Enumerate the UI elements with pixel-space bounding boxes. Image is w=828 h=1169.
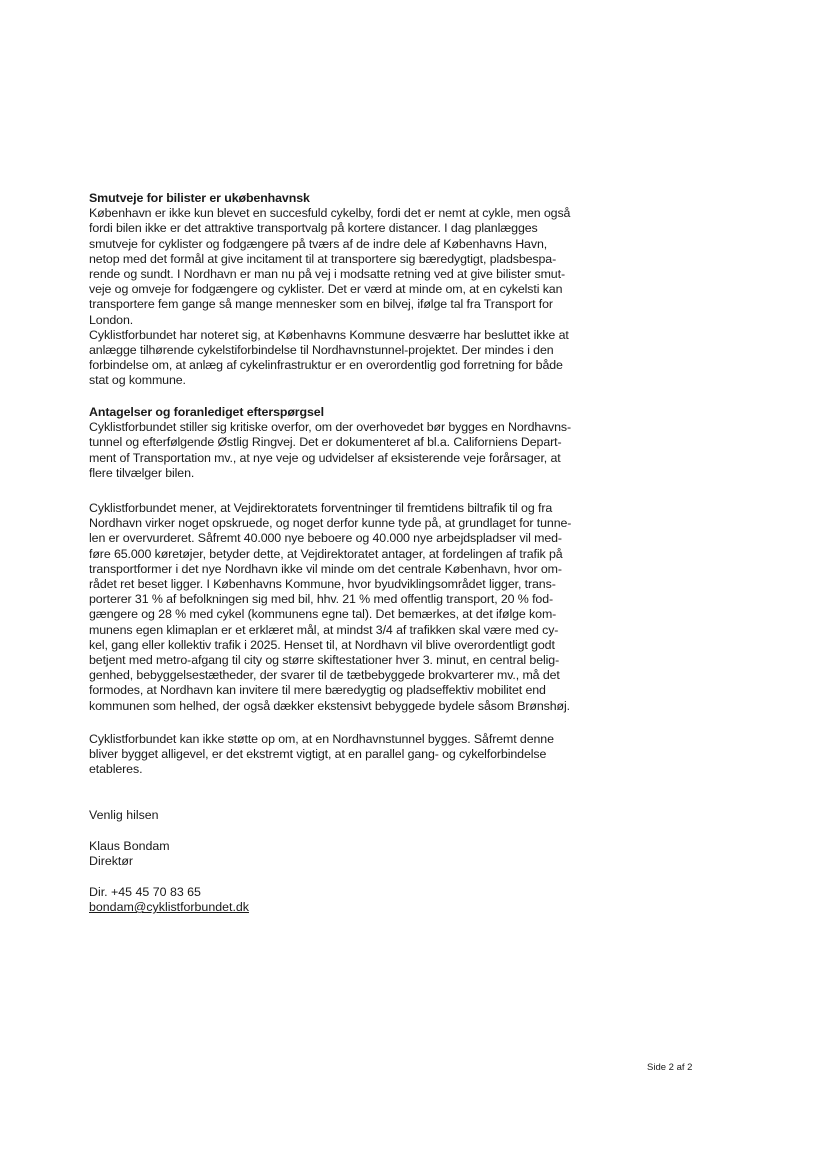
contact-block bbox=[89, 885, 249, 915]
text-line: etableres. bbox=[89, 762, 143, 777]
text-line: transportformer i det nye Nordhavn ikke vil minde om det centrale København, hvor om- bbox=[89, 561, 562, 576]
text-line: anlægge tilhørende cykelstiforbindelse til Nordhavnstunnel-projektet. Der mindes i den bbox=[89, 343, 554, 358]
text-line: Cyklistforbundet har noteret sig, at Københavns Kommune desværre har besluttet ikke at bbox=[89, 327, 569, 342]
text-line: London. bbox=[89, 312, 134, 327]
text-line: Cyklistforbundet mener, at Vejdirektoratets forventninger til fremtidens biltrafik til og fra bbox=[89, 501, 553, 515]
text-line: netop med det formål at give incitament til at transportere sig bæredygtigt, pladsbespa- bbox=[89, 251, 557, 266]
text-line: stat og kommune. bbox=[89, 373, 186, 388]
text-line: kommunen som helhed, der også dækker ekstensivt bebyggede bydele såsom Brønshøj. bbox=[89, 698, 570, 713]
text-line: transportere fem gange så mange mennesker som en bilvej, ifølge tal fra Transport for bbox=[89, 297, 553, 312]
signer-title: Direktør bbox=[89, 854, 134, 869]
signer-email-link[interactable]: bondam@cyklistforbundet.dk bbox=[89, 900, 249, 915]
text-line: forbindelse om, at anlæg af cykelinfrastruktur er en overordentlig god forretning for både bbox=[89, 358, 563, 373]
section-heading: Smutveje for bilister er ukøbenhavnsk bbox=[89, 191, 310, 205]
text-line: bliver bygget alligevel, er det ekstremt vigtigt, at en parallel gang- og cykelforbindelse bbox=[89, 747, 547, 762]
section-konklusion bbox=[89, 732, 729, 778]
section-body bbox=[89, 420, 729, 481]
text-line: genhed, bebyggelsestætheder, der svarer til de tætbebyggede brokvarterer mv., må det bbox=[89, 668, 560, 683]
section-body bbox=[89, 732, 729, 778]
page-number: Side 2 af 2 bbox=[647, 1062, 693, 1073]
text-line: len er overvurderet. Såfremt 40.000 nye beboere og 40.000 nye arbejdspladser vil med- bbox=[89, 531, 562, 546]
text-line: betjent med metro-afgang til city og større skiftestationer hver 3. minut, en central belig- bbox=[89, 653, 560, 668]
text-line: rådet ret beset ligger. I Københavns Kommune, hvor byudviklingsområdet ligger, trans- bbox=[89, 577, 556, 592]
text-line: kel, gang eller kollektiv trafik i 2025. Henset til, at Nordhavn vil blive overordentligt godt bbox=[89, 637, 555, 652]
text-line: ment of Transportation mv., at nye veje og udvidelser af eksisterende veje forårsager, at bbox=[89, 450, 561, 465]
text-line: København er ikke kun blevet en succesfuld cykelby, fordi det er nemt at cykle, men også bbox=[89, 206, 571, 221]
text-line: Cyklistforbundet stiller sig kritiske overfor, om der overhovedet bør bygges en Nordhavns- bbox=[89, 420, 572, 435]
section-antagelser bbox=[89, 405, 729, 481]
section-smutveje bbox=[89, 191, 729, 389]
text-line: Cyklistforbundet kan ikke støtte op om, at en Nordhavnstunnel bygges. Såfremt denne bbox=[89, 732, 554, 746]
text-line: flere tilvælger bilen. bbox=[89, 465, 195, 480]
text-line: gængere og 28 % med cykel (kommunens egne tal). Det bemærkes, at det ifølge kom- bbox=[89, 607, 557, 622]
signer-phone: Dir. +45 45 70 83 65 bbox=[89, 885, 201, 899]
signature-block bbox=[89, 839, 170, 869]
text-line: smutveje for cyklister og fodgængere på tværs af de indre dele af Københavns Havn, bbox=[89, 236, 548, 251]
closing-greeting: Venlig hilsen bbox=[89, 808, 159, 822]
section-forventninger bbox=[89, 501, 729, 714]
text-line: tunnel og efterfølgende Østlig Ringvej. Det er dokumenteret af bl.a. Californiens Depart- bbox=[89, 435, 562, 450]
signer-name: Klaus Bondam bbox=[89, 839, 170, 853]
text-line: formodes, at Nordhavn kan invitere til mere bæredygtig og pladseffektiv mobilitet end bbox=[89, 683, 546, 698]
section-heading: Antagelser og foranlediget efterspørgsel bbox=[89, 405, 324, 419]
section-body bbox=[89, 501, 729, 714]
text-line: rende og sundt. I Nordhavn er man nu på vej i modsatte retning ved at give bilister smut- bbox=[89, 267, 565, 282]
text-line: føre 65.000 køretøjer, betyder dette, at Vejdirektoratet antager, at fordelingen af trafik på bbox=[89, 546, 563, 561]
text-line: veje og omveje for fodgængere og cyklister. Det er værd at minde om, at en cykelsti kan bbox=[89, 282, 563, 297]
section-body bbox=[89, 206, 729, 388]
text-line: Nordhavn virker noget opskruede, og noget derfor kunne tyde på, at grundlaget for tunne- bbox=[89, 516, 572, 531]
text-line: munens egen klimaplan er et erklæret mål, at mindst 3/4 af trafikken skal være med cy- bbox=[89, 622, 559, 637]
text-line: porterer 31 % af befolkningen sig med bil, hhv. 21 % med offentlig transport, 20 % fod- bbox=[89, 592, 554, 607]
text-line: fordi bilen ikke er det attraktive transportvalg på kortere distancer. I dag planlægges bbox=[89, 221, 538, 236]
